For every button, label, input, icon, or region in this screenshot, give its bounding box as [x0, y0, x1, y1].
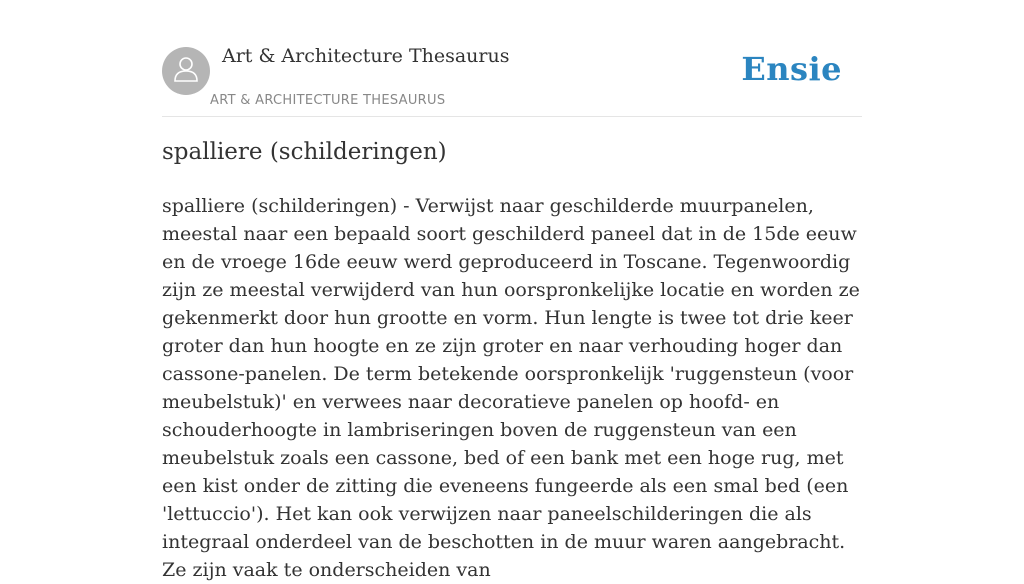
- avatar[interactable]: [162, 47, 210, 95]
- page-container: [162, 0, 862, 581]
- page-header: [162, 0, 862, 117]
- page-title: spalliere (schilderingen): [162, 139, 447, 165]
- brand-logo[interactable]: Ensie: [741, 50, 842, 88]
- source-subtitle[interactable]: ART & ARCHITECTURE THESAURUS: [210, 93, 446, 108]
- user-icon: [171, 54, 201, 88]
- source-title[interactable]: Art & Architecture Thesaurus: [222, 45, 510, 67]
- article-body: spalliere (schilderingen) - Verwijst naar geschilderde muurpanelen, meestal naar een bepaald soort geschilderd paneel dat in de 15de eeuw en de vroege 16de eeuw werd geproduceerd in Toscane. Tegenwoordig zijn ze meestal verwijderd van hun oorspronkelijke locatie en worden ze gekenmerkt door hun grootte en vorm. Hun lengte is twee tot drie keer groter dan hun hoogte en ze zijn groter en naar verhouding hoger dan cassone-panelen. De term betekende oorspronkelijk 'ruggensteun (voor meubelstuk)' en verwees naar decoratieve panelen op hoofd- en schouderhoogte in lambriseringen boven de ruggensteun van een meubelstuk zoals een cassone, bed of een bank met een hoge rug, met een kist onder de zitting die eveneens fungeerde als een smal bed (een 'lettuccio'). Het kan ook verwijzen naar paneelschilderingen die als integraal onderdeel van de beschotten in de muur waren aangebracht. Ze zijn vaak te onderscheiden van: [162, 195, 860, 581]
